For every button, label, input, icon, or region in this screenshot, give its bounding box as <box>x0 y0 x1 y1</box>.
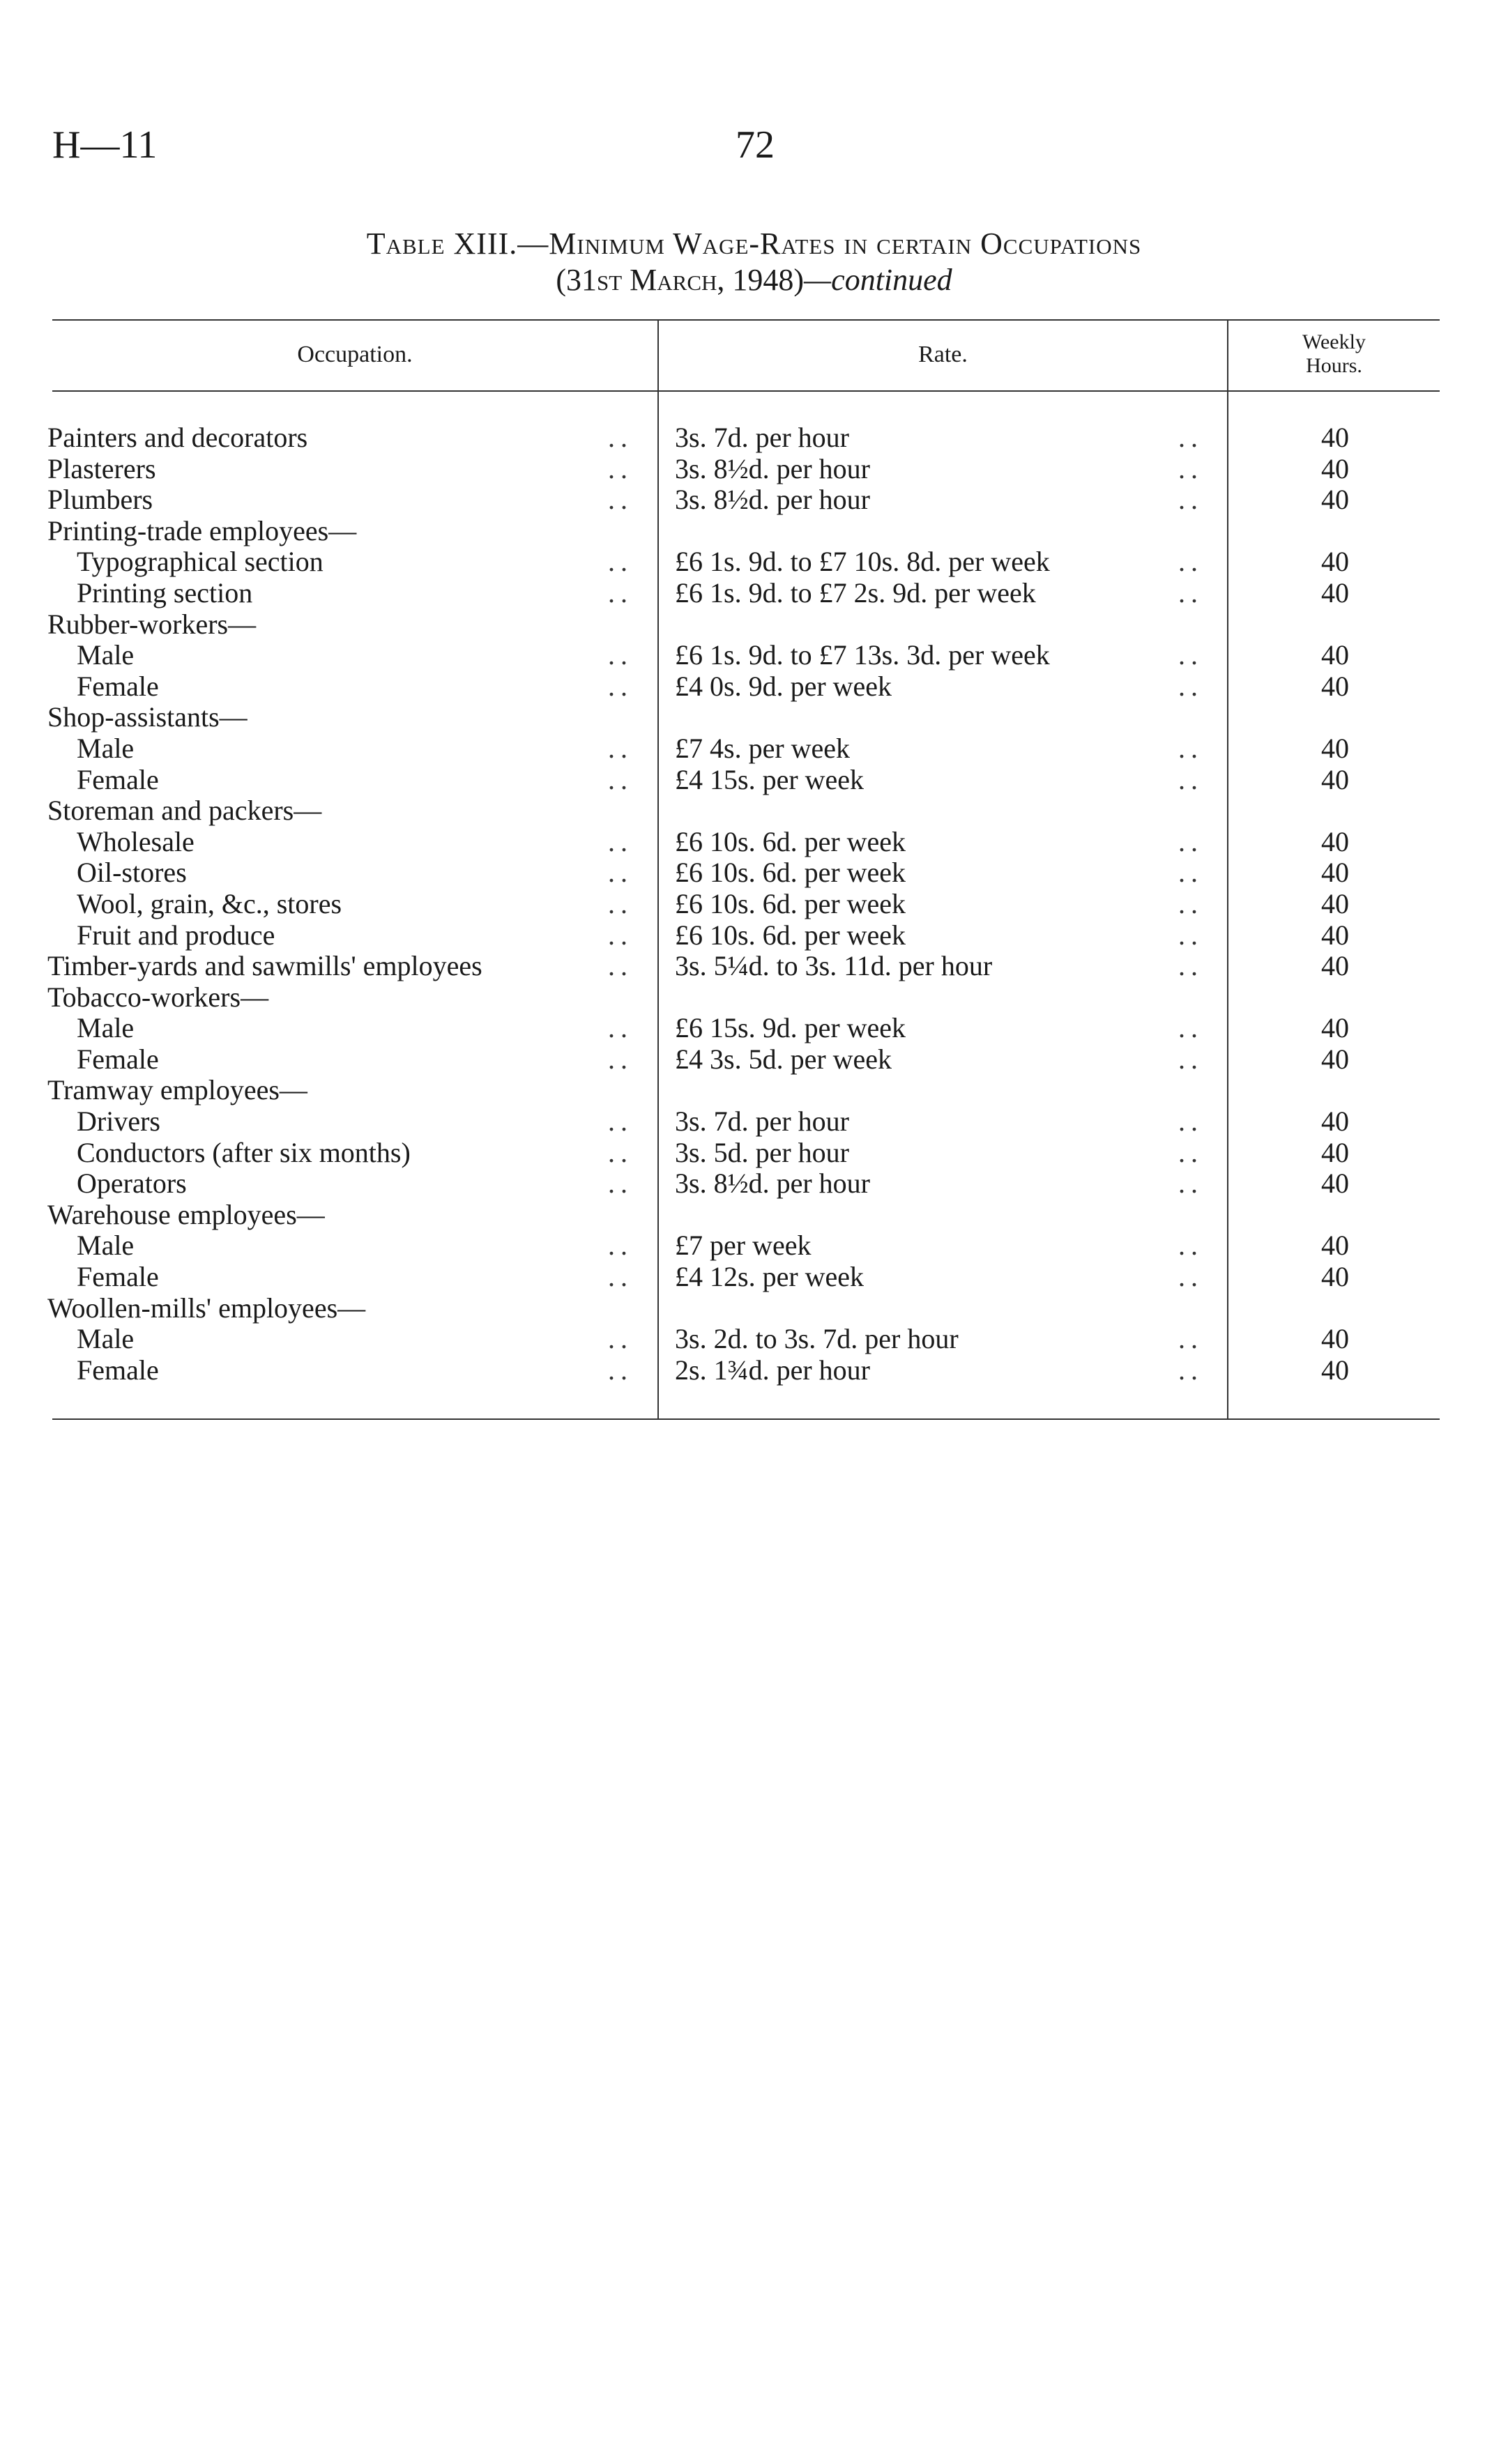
table-row <box>0 1168 1508 1200</box>
leader-dots: .. <box>608 950 633 982</box>
row-occupation: Storeman and packers— <box>47 795 322 827</box>
table-bottom-rule <box>52 1418 1440 1420</box>
leader-dots: .. <box>608 422 633 453</box>
table-row <box>0 640 1508 671</box>
page-ref: H—11 <box>52 123 158 167</box>
leader-dots: .. <box>608 576 633 609</box>
row-rate: £6 10s. 6d. per week <box>675 825 906 857</box>
leader-dots: .. <box>1178 1043 1203 1075</box>
row-weekly-hours: 40 <box>1321 422 1349 453</box>
row-rate: 3s. 8½d. per hour <box>675 484 870 516</box>
row-weekly-hours: 40 <box>1321 484 1349 516</box>
table-row <box>0 733 1508 765</box>
table-row <box>0 1262 1508 1293</box>
table-row <box>0 1324 1508 1355</box>
leader-dots: .. <box>608 546 633 578</box>
row-occupation: Female <box>77 1261 159 1293</box>
table-row <box>0 1138 1508 1169</box>
leader-dots: .. <box>1178 576 1203 609</box>
row-rate: £4 12s. per week <box>675 1261 865 1293</box>
leader-dots: .. <box>1178 887 1203 919</box>
leader-dots: .. <box>1178 1354 1203 1386</box>
table-header-rule <box>52 390 1440 392</box>
row-occupation: Female <box>77 1354 159 1386</box>
leader-dots: .. <box>608 1323 633 1355</box>
leader-dots: .. <box>608 763 633 795</box>
leader-dots: .. <box>1178 1105 1203 1138</box>
leader-dots: .. <box>1178 732 1203 764</box>
leader-dots: .. <box>608 919 633 951</box>
row-weekly-hours: 40 <box>1321 1012 1349 1044</box>
table-row <box>0 516 1508 547</box>
leader-dots: .. <box>1178 1323 1203 1355</box>
row-weekly-hours: 40 <box>1321 670 1349 702</box>
row-occupation: Male <box>77 639 135 671</box>
row-occupation: Tramway employees— <box>47 1074 307 1106</box>
leader-dots: .. <box>608 1230 633 1262</box>
table-row <box>0 484 1508 516</box>
leader-dots: .. <box>608 452 633 484</box>
leader-dots: .. <box>608 825 633 857</box>
leader-dots: .. <box>1178 1012 1203 1044</box>
leader-dots: .. <box>608 484 633 516</box>
row-rate: £4 15s. per week <box>675 763 865 795</box>
table-subtitle-date: (31st March, 1948) <box>556 263 805 297</box>
leader-dots: .. <box>608 1012 633 1044</box>
row-rate: 3s. 8½d. per hour <box>675 452 870 484</box>
row-rate: £4 0s. 9d. per week <box>675 670 892 702</box>
leader-dots: .. <box>1178 1136 1203 1168</box>
row-occupation: Female <box>77 670 159 702</box>
row-occupation: Warehouse employees— <box>47 1198 325 1230</box>
row-rate: £7 per week <box>675 1230 812 1262</box>
table-row <box>0 1013 1508 1044</box>
table-row <box>0 1293 1508 1324</box>
table-row <box>0 765 1508 796</box>
leader-dots: .. <box>608 1261 633 1293</box>
row-rate: 3s. 5¼d. to 3s. 11d. per hour <box>675 950 993 982</box>
row-occupation: Female <box>77 1043 159 1075</box>
row-occupation: Rubber-workers— <box>47 608 257 640</box>
row-occupation: Shop-assistants— <box>47 701 247 733</box>
table-row <box>0 951 1508 982</box>
page-number: 72 <box>736 123 775 167</box>
row-weekly-hours: 40 <box>1321 639 1349 671</box>
leader-dots: .. <box>1178 763 1203 795</box>
leader-dots: .. <box>1178 1261 1203 1293</box>
table-row <box>0 1075 1508 1106</box>
table-row <box>0 1200 1508 1231</box>
row-weekly-hours: 40 <box>1321 1323 1349 1355</box>
leader-dots: .. <box>1178 1230 1203 1262</box>
row-occupation: Operators <box>77 1168 187 1200</box>
table-row <box>0 795 1508 827</box>
leader-dots: .. <box>1178 422 1203 453</box>
leader-dots: .. <box>1178 919 1203 951</box>
row-occupation: Plasterers <box>47 452 156 484</box>
leader-dots: .. <box>608 670 633 702</box>
row-rate: £4 3s. 5d. per week <box>675 1043 892 1075</box>
row-rate: 3s. 8½d. per hour <box>675 1168 870 1200</box>
table-row <box>0 578 1508 609</box>
table-row <box>0 546 1508 578</box>
leader-dots: .. <box>608 1105 633 1138</box>
row-occupation: Oil-stores <box>77 857 187 889</box>
row-occupation: Female <box>77 763 159 795</box>
row-rate: 3s. 7d. per hour <box>675 422 849 453</box>
leader-dots: .. <box>1178 546 1203 578</box>
row-weekly-hours: 40 <box>1321 1354 1349 1386</box>
row-occupation: Wholesale <box>77 825 195 857</box>
leader-dots: .. <box>1178 1168 1203 1200</box>
row-rate: 2s. 1¾d. per hour <box>675 1354 870 1386</box>
row-occupation: Male <box>77 1323 135 1355</box>
row-weekly-hours: 40 <box>1321 1261 1349 1293</box>
row-occupation: Timber-yards and sawmills' employees <box>47 950 482 982</box>
row-occupation: Printing section <box>77 576 253 609</box>
leader-dots: .. <box>1178 639 1203 671</box>
row-weekly-hours: 40 <box>1321 919 1349 951</box>
row-rate: £6 1s. 9d. to £7 13s. 3d. per week <box>675 639 1050 671</box>
table-row <box>0 857 1508 889</box>
table-subtitle <box>0 265 1508 296</box>
leader-dots: .. <box>1178 950 1203 982</box>
row-rate: £6 10s. 6d. per week <box>675 857 906 889</box>
table-title: Table XIII.—Minimum Wage-Rates in certain Occupations <box>366 227 1142 261</box>
table-row <box>0 671 1508 703</box>
leader-dots: .. <box>608 857 633 889</box>
table-row <box>0 920 1508 951</box>
row-weekly-hours: 40 <box>1321 732 1349 764</box>
table-row <box>0 1355 1508 1386</box>
column-header-rate: Rate. <box>918 342 968 367</box>
row-occupation: Male <box>77 1230 135 1262</box>
leader-dots: .. <box>1178 452 1203 484</box>
row-weekly-hours: 40 <box>1321 546 1349 578</box>
table-subtitle-continued: —continued <box>804 263 952 297</box>
leader-dots: .. <box>608 1354 633 1386</box>
row-rate: £6 1s. 9d. to £7 2s. 9d. per week <box>675 576 1036 609</box>
row-occupation: Painters and decorators <box>47 422 308 453</box>
table-row <box>0 889 1508 920</box>
row-occupation: Plumbers <box>47 484 153 516</box>
row-occupation: Printing-trade employees— <box>47 514 357 546</box>
row-rate: £6 10s. 6d. per week <box>675 919 906 951</box>
table-row <box>0 827 1508 858</box>
table-row <box>0 1106 1508 1138</box>
table-row <box>0 1230 1508 1262</box>
row-occupation: Tobacco-workers— <box>47 981 269 1013</box>
column-header-weekly: Weekly <box>1302 330 1366 353</box>
row-weekly-hours: 40 <box>1321 452 1349 484</box>
row-occupation: Conductors (after six months) <box>77 1136 411 1168</box>
row-occupation: Male <box>77 1012 135 1044</box>
row-weekly-hours: 40 <box>1321 1043 1349 1075</box>
leader-dots: .. <box>608 1136 633 1168</box>
leader-dots: .. <box>608 732 633 764</box>
row-weekly-hours: 40 <box>1321 576 1349 609</box>
row-occupation: Woollen-mills' employees— <box>47 1292 366 1324</box>
table-body <box>0 422 1508 1386</box>
row-occupation: Drivers <box>77 1105 160 1138</box>
leader-dots: .. <box>1178 857 1203 889</box>
row-weekly-hours: 40 <box>1321 1105 1349 1138</box>
column-header-occupation: Occupation. <box>297 342 413 367</box>
row-rate: £6 1s. 9d. to £7 10s. 8d. per week <box>675 546 1050 578</box>
row-weekly-hours: 40 <box>1321 763 1349 795</box>
row-weekly-hours: 40 <box>1321 1168 1349 1200</box>
row-rate: £6 10s. 6d. per week <box>675 887 906 919</box>
row-occupation: Wool, grain, &c., stores <box>77 887 342 919</box>
row-rate: 3s. 5d. per hour <box>675 1136 849 1168</box>
table-row <box>0 454 1508 485</box>
table-row <box>0 982 1508 1013</box>
row-weekly-hours: 40 <box>1321 887 1349 919</box>
row-occupation: Typographical section <box>77 546 323 578</box>
row-occupation: Male <box>77 732 135 764</box>
row-weekly-hours: 40 <box>1321 950 1349 982</box>
column-header-hours: Hours. <box>1306 354 1362 377</box>
leader-dots: .. <box>608 1043 633 1075</box>
row-weekly-hours: 40 <box>1321 1230 1349 1262</box>
leader-dots: .. <box>608 887 633 919</box>
row-occupation: Fruit and produce <box>77 919 275 951</box>
table-row <box>0 702 1508 733</box>
table-row <box>0 1044 1508 1076</box>
row-rate: 3s. 2d. to 3s. 7d. per hour <box>675 1323 959 1355</box>
row-rate: £6 15s. 9d. per week <box>675 1012 906 1044</box>
leader-dots: .. <box>608 1168 633 1200</box>
row-weekly-hours: 40 <box>1321 825 1349 857</box>
leader-dots: .. <box>1178 670 1203 702</box>
row-weekly-hours: 40 <box>1321 1136 1349 1168</box>
leader-dots: .. <box>1178 484 1203 516</box>
column-header-weekly-hours <box>1228 330 1440 378</box>
row-rate: 3s. 7d. per hour <box>675 1105 849 1138</box>
table-row <box>0 422 1508 454</box>
leader-dots: .. <box>608 639 633 671</box>
leader-dots: .. <box>1178 825 1203 857</box>
table-top-rule <box>52 319 1440 321</box>
row-weekly-hours: 40 <box>1321 857 1349 889</box>
table-row <box>0 609 1508 641</box>
row-rate: £7 4s. per week <box>675 732 851 764</box>
